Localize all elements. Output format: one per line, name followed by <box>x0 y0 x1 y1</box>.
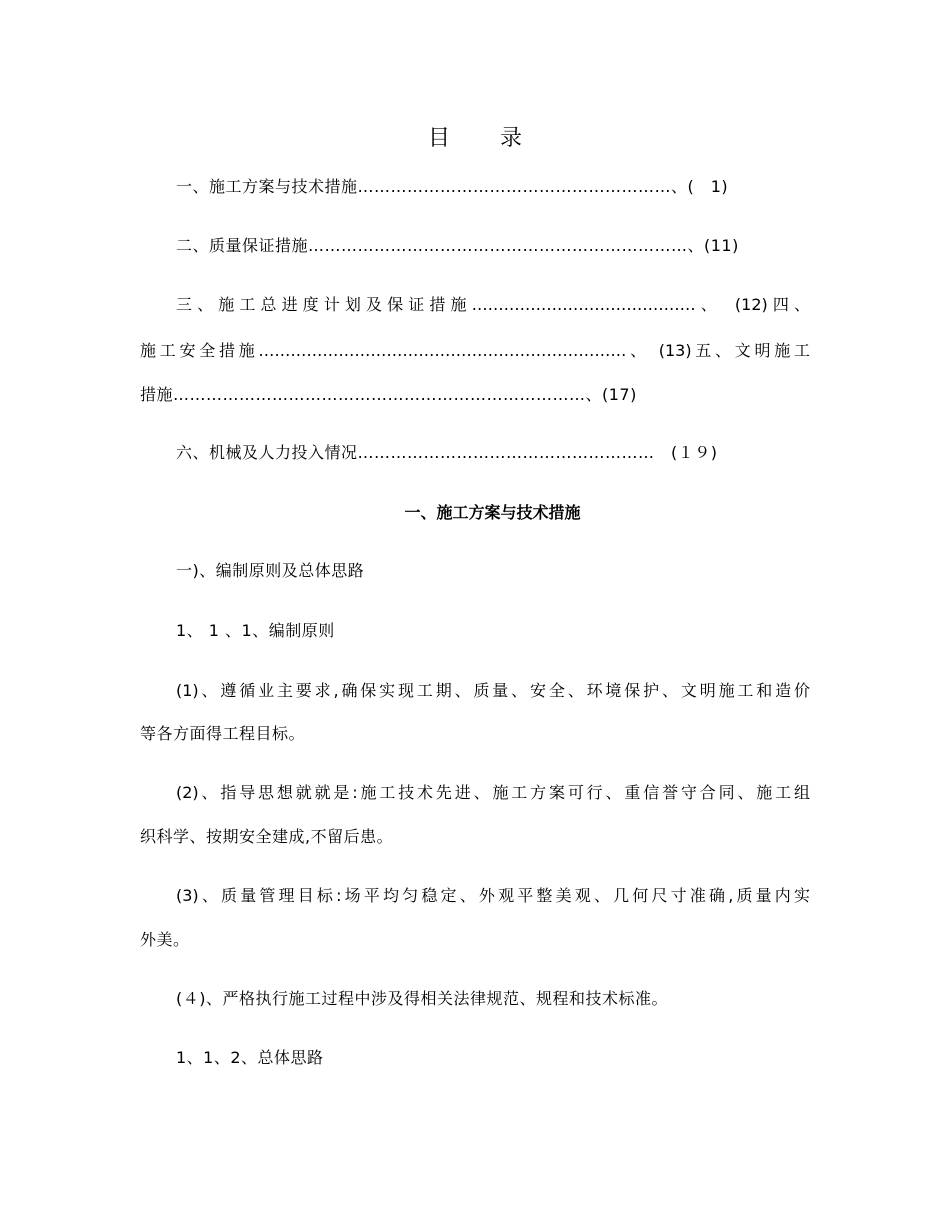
paragraph-3-line-2: 外美。 <box>140 930 190 949</box>
toc-item-3-line-2: 施工安全措施……………………………………………………………、 (13)五、文明施工 <box>140 341 810 360</box>
section-heading: 一、施工方案与技术措施 <box>404 503 581 522</box>
toc-item-2: 二、质量保证措施……………………………………………………………、(11) <box>176 236 739 255</box>
toc-item-1: 一、施工方案与技术措施…………………………………………………、( 1) <box>176 177 729 196</box>
toc-item-3-line-1: 三、施工总进度计划及保证措施……………………………………、 (12)四、 <box>176 295 810 314</box>
toc-item-4: 六、机械及人力投入情况……………………………………………… (１９) <box>176 443 718 462</box>
subsection-1-1-title: 1、 1 、1、编制原则 <box>176 621 335 640</box>
paragraph-2-line-2: 织科学、按期安全建成,不留后患。 <box>140 827 394 846</box>
paragraph-1-line-2: 等各方面得工程目标。 <box>140 724 306 743</box>
subsection-title: 一)、编制原则及总体思路 <box>176 561 365 580</box>
toc-title-char-2: 录 <box>500 126 523 151</box>
subsection-1-2-title: 1、1、2、总体思路 <box>176 1048 324 1067</box>
paragraph-4: (４)、严格执行施工过程中涉及得相关法律规范、规程和技术标准。 <box>176 989 668 1008</box>
paragraph-3-line-1: (3)、质量管理目标:场平均匀稳定、外观平整美观、几何尺寸准确,质量内实 <box>176 886 810 905</box>
paragraph-2-line-1: (2)、指导思想就就是:施工技术先进、施工方案可行、重信誉守合同、施工组 <box>176 783 810 802</box>
toc-item-3-line-3: 措施…………………………………………………………………、(17) <box>140 385 637 404</box>
paragraph-1-line-1: (1)、遵循业主要求,确保实现工期、质量、安全、环境保护、文明施工和造价 <box>176 681 810 700</box>
toc-title <box>0 124 950 154</box>
toc-title-char-1: 目 <box>427 126 450 151</box>
